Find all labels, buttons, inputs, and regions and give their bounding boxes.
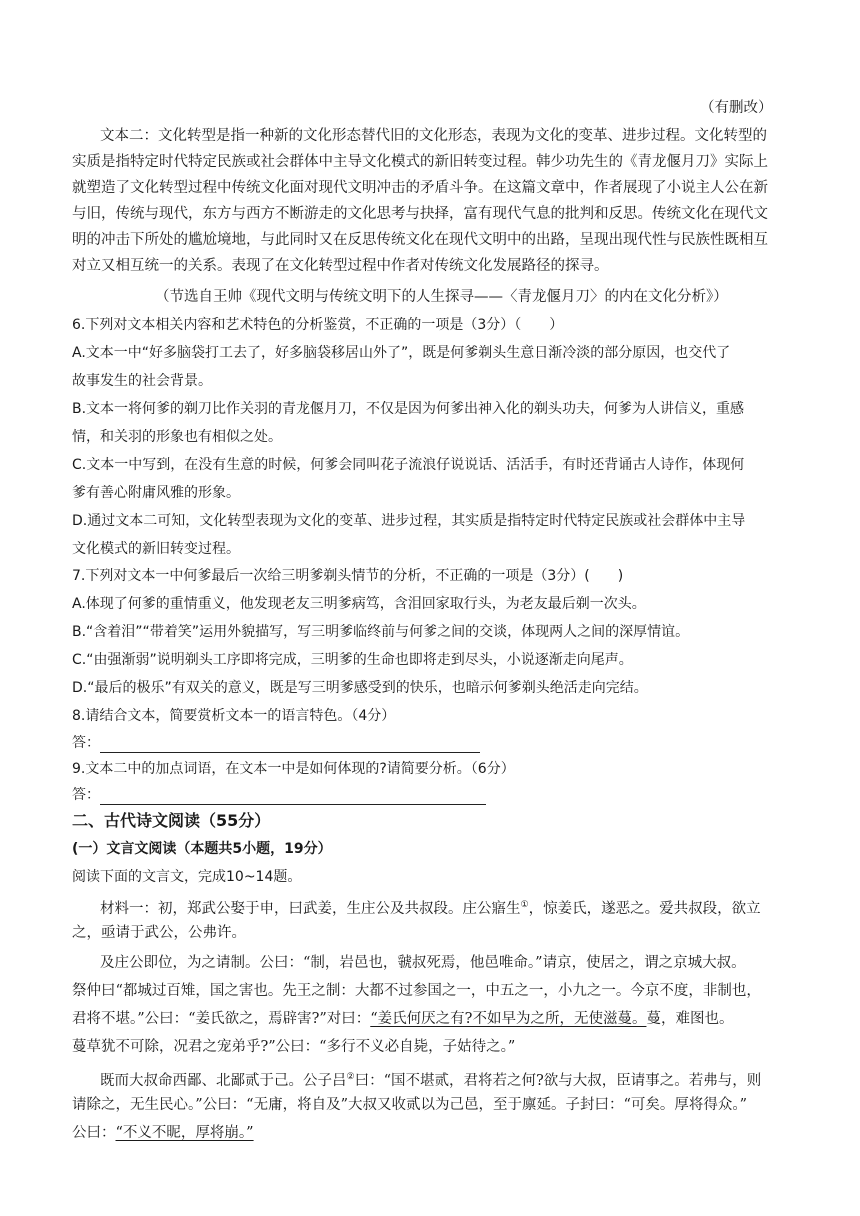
- para2-line-4: 蔓草犹不可除，况君之宠弟乎?”公曰：“多行不义必自毙，子姑待之。”: [72, 1039, 516, 1055]
- para2-line-1: 及庄公即位，为之请制。公曰：“制，岩邑也，虢叔死焉，他邑唯命。”请京，使居之，谓之京城大叔。: [100, 955, 746, 971]
- q6-option-b-line2: 情，和关羽的形象也有相似之处。: [72, 429, 282, 445]
- edit-note: （有删改）: [700, 100, 773, 116]
- para3-text-b: 曰：“国不堪贰，君将若之何?欲与大叔，臣请事之。若弗与，则: [354, 1072, 762, 1089]
- q7-option-d: D.“最后的极乐”有双关的意义，既是写三明爹感受到的快乐，也暗示何爹剃头绝活走向完结。: [72, 680, 648, 696]
- para2-line3-text-b: 蔓，难图也。: [646, 1011, 734, 1027]
- q6-option-c-line2: 爹有善心附庸风雅的形象。: [72, 485, 240, 501]
- para2-line3-text-a: 君将不堪。”公曰：“姜氏欲之，焉辟害?”对曰：: [72, 1011, 371, 1027]
- para2-line-3: [72, 1006, 792, 1032]
- underlined-sentence-2: “不义不昵，厚将崩。”: [115, 1125, 254, 1141]
- q6-option-b-line1: B.文本一将何爹的剃刀比作关羽的青龙偃月刀，不仅是因为何爹出神入化的剃头功夫，何爹为人讲信义，重感: [72, 401, 745, 417]
- para3-line-3: [72, 1120, 792, 1146]
- section2-subtitle: (一）文言文阅读（本题共5小题，19分）: [72, 841, 332, 857]
- q6-option-d-line1: D.通过文本二可知，文化转型表现为文化的变革、进步过程，其实质是指特定时代特定民族或社会群体中主导: [72, 513, 746, 529]
- footnote-marker-1: ①: [520, 900, 529, 910]
- q7-stem: 7.下列对文本一中何爹最后一次给三明爹剃头情节的分析，不正确的一项是（3分）( ): [72, 568, 624, 584]
- material1-text-a: 材料一：初，郑武公娶于申，曰武姜，生庄公及共叔段。庄公寤生: [100, 900, 521, 917]
- q6-option-a-line1: A.文本一中“好多脑袋打工去了，好多脑袋移居山外了”，既是何爹剃头生意日渐冷淡的部分原因，也交代了: [72, 345, 731, 361]
- q9-answer-label: 答：: [72, 787, 100, 803]
- q6-stem: 6.下列对文本相关内容和艺术特色的分析鉴赏，不正确的一项是（3分）（ ）: [72, 317, 564, 333]
- text2-line-5: 明的冲击下所处的尴尬境地，与此同时又在反思传统文化在现代文明中的出路，呈现出现代性与民族性既相互: [72, 232, 768, 248]
- para3-line3-text-a: 公曰：: [72, 1125, 116, 1141]
- para2-line-2: 祭仲曰“都城过百雉，国之害也。先王之制：大都不过参国之一，中五之一，小九之一。今京不度，非制也，: [72, 983, 761, 999]
- q6-option-a-line2: 故事发生的社会背景。: [72, 373, 212, 389]
- material1-text-b: ，惊姜氏，遂恶之。爱共叔段，欲立: [528, 900, 761, 917]
- text2-line-6: 对立又相互统一的关系。表现了在文化转型过程中作者对传统文化发展路径的探寻。: [72, 258, 609, 274]
- para3-line-1: [100, 1064, 800, 1094]
- section2-instruction: 阅读下面的文言文，完成10~14题。: [72, 869, 302, 885]
- q8-stem: 8.请结合文本，简要赏析文本一的语言特色。（4分）: [72, 708, 396, 724]
- q9-answer-line[interactable]: [100, 804, 486, 805]
- q9-stem: 9.文本二中的加点词语，在文本一中是如何体现的?请简要分析。（6分）: [72, 761, 515, 777]
- para3-text-a: 既而大叔命西鄙、北鄙贰于己。公子吕: [100, 1072, 347, 1089]
- text2-line-4: 与旧，传统与现代，东方与西方不断游走的文化思考与抉择，富有现代气息的批判和反思。传统文化在现代文: [72, 206, 768, 222]
- q6-option-d-line2: 文化模式的新旧转变过程。: [72, 541, 240, 557]
- material1-line-1: [100, 892, 800, 922]
- q8-answer-label: 答：: [72, 735, 100, 751]
- q8-answer-line[interactable]: [100, 752, 480, 753]
- text2-line-3: 就塑造了文化转型过程中传统文化面对现代文明冲击的矛盾斗争。在这篇文章中，作者展现了小说主人公在新: [72, 180, 768, 196]
- section2-title: 二、古代诗文阅读（55分）: [72, 811, 271, 830]
- q7-option-a: A.体现了何爹的重情重义，他发现老友三明爹病笃，含泪回家取行头，为老友最后剃一次头。: [72, 596, 646, 612]
- q6-option-c-line1: C.文本一中写到，在没有生意的时候，何爹会同叫花子流浪仔说说话、活活手，有时还背诵古人诗作，体现何: [72, 457, 745, 473]
- material1-line-2: 之，亟请于武公，公弗许。: [72, 925, 246, 941]
- para3-line-2: 请除之，无生民心。”公曰：“无庸，将自及”大叔又收贰以为己邑，至于廪延。子封曰：“可矣。厚将得众。”: [72, 1097, 748, 1113]
- footnote-marker-2: ②: [346, 1072, 355, 1082]
- text2-source: （节选自王帅《现代文明与传统文明下的人生探寻——〈青龙偃月刀〉的内在文化分析》）: [155, 289, 728, 305]
- text2-line-1: 文本二：文化转型是指一种新的文化形态替代旧的文化形态，表现为文化的变革、进步过程。文化转型的: [100, 128, 767, 144]
- q7-option-c: C.“由强渐弱”说明剃头工序即将完成，三明爹的生命也即将走到尽头，小说逐渐走向尾声。: [72, 652, 633, 668]
- text2-line-2: 实质是指特定时代特定民族或社会群体中主导文化模式的新旧转变过程。韩少功先生的《青龙偃月刀》实际上: [72, 154, 768, 170]
- underlined-sentence-1: “姜氏何厌之有?不如早为之所，无使滋蔓。: [370, 1011, 647, 1027]
- q7-option-b: B.“含着泪”“带着笑”运用外貌描写，写三明爹临终前与何爹之间的交谈，体现两人之间的深厚情谊。: [72, 624, 690, 640]
